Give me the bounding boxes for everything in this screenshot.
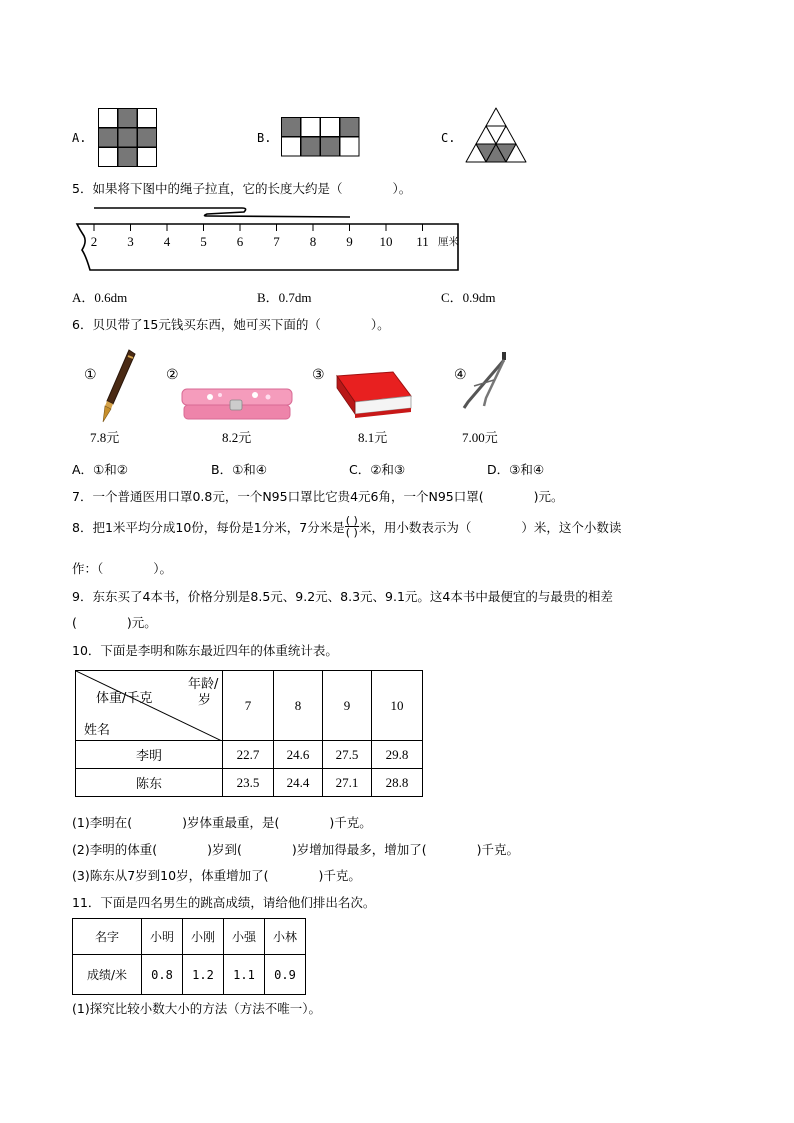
- table-header-cell: 小林: [265, 919, 306, 955]
- ruler-figure: [72, 200, 464, 276]
- q5-option-c[interactable]: C．0.9dm: [441, 290, 496, 305]
- row-name-cell: 陈东: [76, 769, 223, 797]
- question-8-line-1: [72, 515, 621, 538]
- triangle-figure-c: [464, 107, 528, 165]
- table-row: [76, 741, 423, 769]
- table-cell: 0.9: [265, 955, 306, 995]
- item-1-number: ①: [84, 368, 97, 383]
- ruler-tick-label: 3: [127, 234, 134, 249]
- option-a-label: A.: [72, 131, 87, 145]
- option-b-label: B.: [257, 131, 272, 145]
- ruler-tick-label: 4: [163, 234, 171, 249]
- weight-table: [75, 670, 423, 797]
- q6-option-a[interactable]: A．①和②: [72, 462, 128, 477]
- diagonal-header-cell: [76, 671, 223, 741]
- table-header-cell: 小刚: [183, 919, 224, 955]
- table-cell: 1.2: [183, 955, 224, 995]
- table-cell: 22.7: [223, 741, 274, 769]
- ruler-unit-label: 厘米: [438, 236, 459, 248]
- table-header-cell: 小强: [224, 919, 265, 955]
- item-2-price: 8.2元: [222, 430, 252, 445]
- item-2-number: ②: [166, 368, 179, 383]
- question-9-line-1: 9．东东买了4本书，价格分别是8.5元、9.2元、8.3元、9.1元。这4本书中最便宜的与最贵的相差: [72, 589, 613, 604]
- table-cell: 28.8: [372, 769, 423, 797]
- item-3-price: 8.1元: [358, 430, 388, 445]
- table-cell: 24.4: [274, 769, 323, 797]
- ruler-tick-label: 9: [346, 234, 353, 249]
- question-5-text: 5．如果将下图中的绳子拉直，它的长度大约是（ ）。: [72, 181, 412, 196]
- book-icon: [333, 370, 413, 424]
- age-header-cell: 9: [323, 671, 372, 741]
- table-cell: 27.5: [323, 741, 372, 769]
- q6-option-d[interactable]: D．③和④: [487, 462, 545, 477]
- question-9-line-2: ( )元。: [72, 615, 157, 630]
- header-weight-label: 体重/千克: [96, 691, 153, 706]
- fountain-pen-icon: [95, 348, 137, 424]
- table-cell: 23.5: [223, 769, 274, 797]
- rope-line: [94, 208, 350, 217]
- question-10-text: 10．下面是李明和陈东最近四年的体重统计表。: [72, 643, 338, 658]
- q10-sub-2: (2)李明的体重( )岁到( )岁增加得最多，增加了( )千克。: [72, 842, 519, 857]
- option-c-label: C.: [441, 131, 456, 145]
- age-header-cell: 8: [274, 671, 323, 741]
- item-3-number: ③: [312, 368, 325, 383]
- q10-sub-1: (1)李明在( )岁体重最重，是( )千克。: [72, 815, 372, 830]
- item-1-price: 7.8元: [90, 430, 120, 445]
- ruler-tick-label: 7: [273, 234, 280, 249]
- q6-option-b[interactable]: B．①和④: [211, 462, 267, 477]
- question-6-text: 6．贝贝带了15元钱买东西，她可买下面的（ ）。: [72, 317, 390, 332]
- table-cell: 27.1: [323, 769, 372, 797]
- ruler-body: [77, 224, 458, 270]
- fraction-denominator[interactable]: ( ): [345, 526, 358, 539]
- q6-option-c[interactable]: C．②和③: [349, 462, 406, 477]
- grid-figure-a: [98, 108, 158, 168]
- table-header-cell: 小明: [142, 919, 183, 955]
- question-8-text-a: 8．把1米平均分成10份，每份是1分米，7分米是: [72, 519, 345, 535]
- q11-sub-1: (1)探究比较小数大小的方法（方法不唯一）。: [72, 1001, 321, 1016]
- compass-icon: [458, 350, 508, 414]
- q5-option-a[interactable]: A．0.6dm: [72, 290, 128, 305]
- age-header-cell: 7: [223, 671, 274, 741]
- question-7-text: 7．一个普通医用口罩0.8元，一个N95口罩比它贵4元6角，一个N95口罩( )元。: [72, 489, 564, 504]
- item-4-number: ④: [454, 368, 467, 383]
- ruler-tick-label: 10: [379, 234, 393, 249]
- table-cell: 1.1: [224, 955, 265, 995]
- ruler-tick-label: 2: [90, 234, 98, 249]
- ruler-tick-label: 8: [309, 234, 317, 249]
- table-cell: 29.8: [372, 741, 423, 769]
- table-row: [76, 769, 423, 797]
- pencil-case-icon: [180, 385, 294, 423]
- table-cell: 0.8: [142, 955, 183, 995]
- table-cell: 24.6: [274, 741, 323, 769]
- header-age-label: 年龄/: [188, 677, 219, 692]
- table-row: [73, 955, 306, 995]
- question-11-text: 11．下面是四名男生的跳高成绩，请给他们排出名次。: [72, 895, 376, 910]
- question-8-text-b: 米，用小数表示为（ ）米，这个小数读: [358, 519, 622, 535]
- grid-figure-b: [281, 117, 361, 157]
- question-8-line-2: 作：（ ）。: [72, 561, 173, 576]
- table-header-cell: 名字: [73, 919, 142, 955]
- high-jump-table: [72, 918, 306, 995]
- item-4-price: 7.00元: [462, 430, 498, 445]
- header-age-unit: 岁: [198, 693, 212, 708]
- fraction-numerator[interactable]: ( ): [345, 514, 358, 527]
- q8-fraction[interactable]: [345, 515, 359, 538]
- ruler-tick-label: 6: [236, 234, 244, 249]
- ruler-tick-label: 11: [416, 234, 429, 249]
- row-label-cell: 成绩/米: [73, 955, 142, 995]
- header-name-label: 姓名: [84, 723, 111, 738]
- age-header-cell: 10: [372, 671, 423, 741]
- table-row: [73, 919, 306, 955]
- ruler-tick-label: 5: [200, 234, 207, 249]
- q5-option-b[interactable]: B．0.7dm: [257, 290, 312, 305]
- q10-sub-3: (3)陈东从7岁到10岁，体重增加了( )千克。: [72, 868, 361, 883]
- row-name-cell: 李明: [76, 741, 223, 769]
